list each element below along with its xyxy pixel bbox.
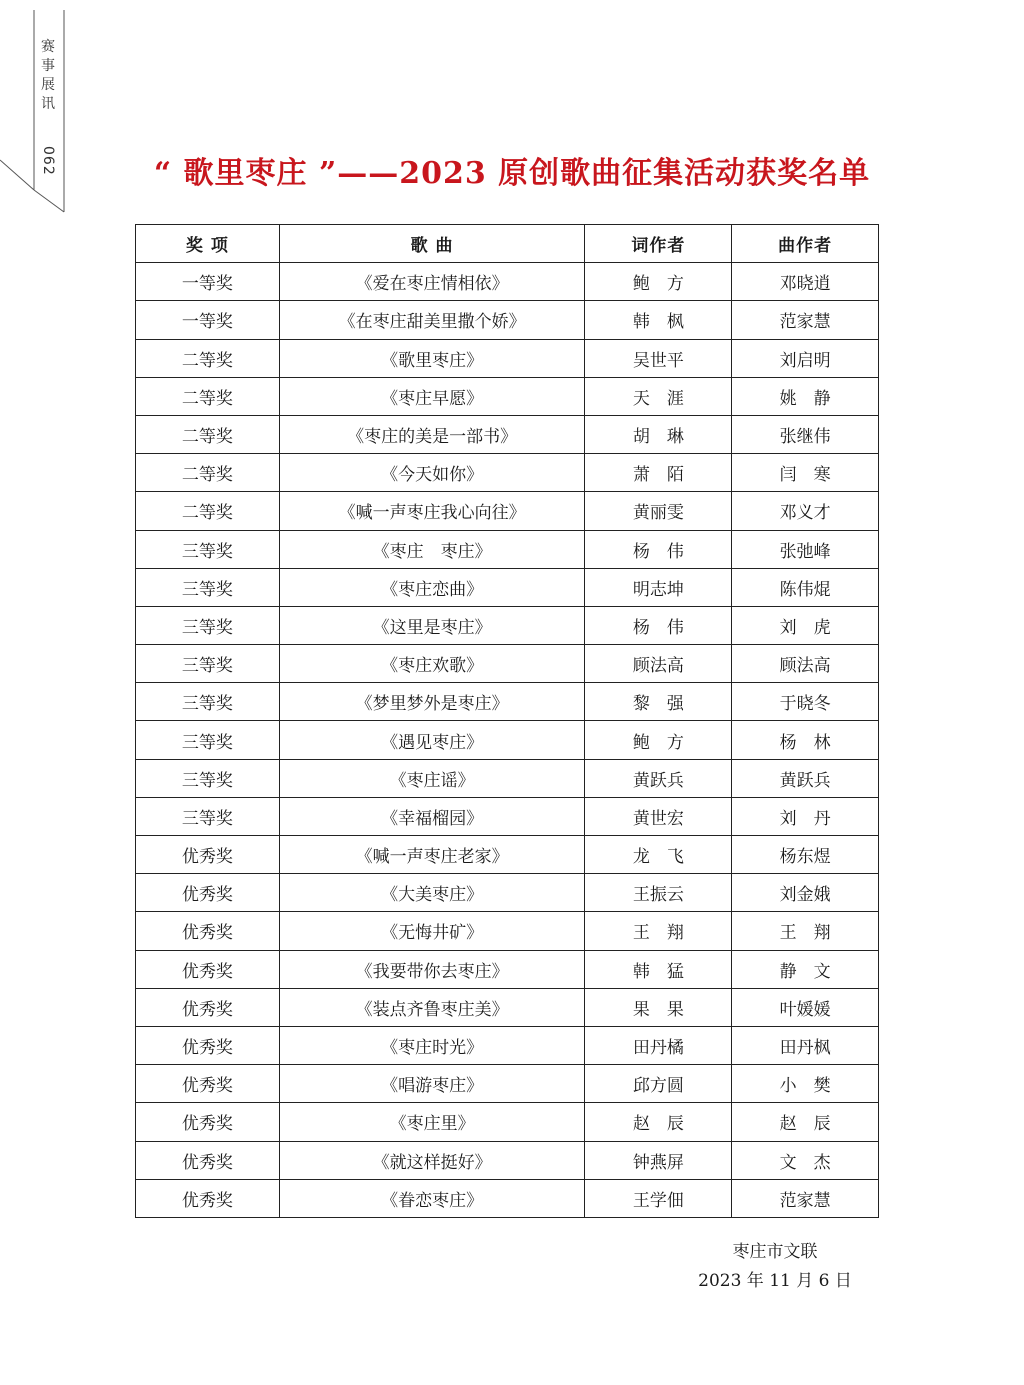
header-award: 奖 项 [136,225,280,263]
award-cell: 优秀奖 [136,988,280,1026]
table-row [136,339,879,377]
table-row [136,1103,879,1141]
footer-organization: 枣庄市文联 [732,1242,818,1262]
lyricist-cell: 顾法高 [585,645,732,683]
award-cell: 优秀奖 [136,1141,280,1179]
award-cell: 二等奖 [136,415,280,453]
song-cell: 《枣庄里》 [279,1103,585,1141]
award-cell: 二等奖 [136,377,280,415]
table-row [136,454,879,492]
table-row [136,759,879,797]
song-cell: 《枣庄欢歌》 [279,645,585,683]
lyricist-cell: 王学佃 [585,1179,732,1217]
page-number: 062 [40,146,56,176]
footer-date: 2023 年 11 月 6 日 [698,1271,852,1291]
composer-cell: 张弛峰 [732,530,879,568]
composer-cell: 邓晓逍 [732,263,879,301]
composer-cell: 刘启明 [732,339,879,377]
award-cell: 二等奖 [136,454,280,492]
page-title: “ 歌里枣庄 ”——2023 原创歌曲征集活动获奖名单 [153,156,871,191]
table-row [136,950,879,988]
award-cell: 优秀奖 [136,874,280,912]
composer-cell: 范家慧 [732,301,879,339]
lyricist-cell: 赵 辰 [585,1103,732,1141]
table-body [136,263,879,1218]
table-row [136,263,879,301]
song-cell: 《唱游枣庄》 [279,1065,585,1103]
composer-cell: 陈伟焜 [732,568,879,606]
award-cell: 优秀奖 [136,912,280,950]
song-cell: 《爱在枣庄情相依》 [279,263,585,301]
song-cell: 《梦里梦外是枣庄》 [279,683,585,721]
award-cell: 三等奖 [136,530,280,568]
lyricist-cell: 龙 飞 [585,836,732,874]
award-cell: 二等奖 [136,339,280,377]
awards-table [135,224,879,1218]
song-cell: 《枣庄时光》 [279,1026,585,1064]
lyricist-cell: 田丹橘 [585,1026,732,1064]
lyricist-cell: 胡 琳 [585,415,732,453]
composer-cell: 黄跃兵 [732,759,879,797]
lyricist-cell: 韩 猛 [585,950,732,988]
section-label: 赛事展讯 [41,39,55,112]
composer-cell: 小 樊 [732,1065,879,1103]
award-cell: 优秀奖 [136,1179,280,1217]
composer-cell: 田丹枫 [732,1026,879,1064]
award-cell: 优秀奖 [136,1103,280,1141]
table-row [136,797,879,835]
song-cell: 《枣庄早愿》 [279,377,585,415]
composer-cell: 杨 林 [732,721,879,759]
lyricist-cell: 天 涯 [585,377,732,415]
composer-cell: 刘 虎 [732,606,879,644]
table-row [136,530,879,568]
award-cell: 优秀奖 [136,950,280,988]
table-row [136,988,879,1026]
header-lyricist: 词作者 [585,225,732,263]
composer-cell: 杨东煜 [732,836,879,874]
lyricist-cell: 黄世宏 [585,797,732,835]
composer-cell: 张继伟 [732,415,879,453]
award-cell: 一等奖 [136,263,280,301]
song-cell: 《歌里枣庄》 [279,339,585,377]
lyricist-cell: 邱方圆 [585,1065,732,1103]
song-cell: 《喊一声枣庄老家》 [279,836,585,874]
lyricist-cell: 韩 枫 [585,301,732,339]
song-cell: 《枣庄 枣庄》 [279,530,585,568]
table-row [136,912,879,950]
song-cell: 《枣庄的美是一部书》 [279,415,585,453]
composer-cell: 赵 辰 [732,1103,879,1141]
composer-cell: 刘 丹 [732,797,879,835]
lyricist-cell: 杨 伟 [585,530,732,568]
lyricist-cell: 吴世平 [585,339,732,377]
composer-cell: 文 杰 [732,1141,879,1179]
song-cell: 《今天如你》 [279,454,585,492]
composer-cell: 邓义才 [732,492,879,530]
award-cell: 三等奖 [136,797,280,835]
table-row [136,683,879,721]
lyricist-cell: 黄丽雯 [585,492,732,530]
table-row [136,415,879,453]
award-cell: 三等奖 [136,606,280,644]
song-cell: 《幸福榴园》 [279,797,585,835]
lyricist-cell: 鲍 方 [585,721,732,759]
song-cell: 《眷恋枣庄》 [279,1179,585,1217]
table-row [136,1179,879,1217]
composer-cell: 顾法高 [732,645,879,683]
table-row [136,721,879,759]
lyricist-cell: 鲍 方 [585,263,732,301]
lyricist-cell: 杨 伟 [585,606,732,644]
lyricist-cell: 黄跃兵 [585,759,732,797]
table-row [136,1026,879,1064]
composer-cell: 姚 静 [732,377,879,415]
award-cell: 二等奖 [136,492,280,530]
song-cell: 《枣庄恋曲》 [279,568,585,606]
song-cell: 《我要带你去枣庄》 [279,950,585,988]
composer-cell: 王 翔 [732,912,879,950]
table-header-row [136,225,879,263]
composer-cell: 于晓冬 [732,683,879,721]
award-cell: 三等奖 [136,683,280,721]
song-cell: 《装点齐鲁枣庄美》 [279,988,585,1026]
table-row [136,645,879,683]
table-row [136,492,879,530]
lyricist-cell: 萧 陌 [585,454,732,492]
song-cell: 《枣庄谣》 [279,759,585,797]
award-cell: 一等奖 [136,301,280,339]
table-row [136,377,879,415]
song-cell: 《在枣庄甜美里撒个娇》 [279,301,585,339]
award-cell: 三等奖 [136,721,280,759]
song-cell: 《遇见枣庄》 [279,721,585,759]
award-cell: 三等奖 [136,568,280,606]
song-cell: 《这里是枣庄》 [279,606,585,644]
table-row [136,606,879,644]
lyricist-cell: 钟燕屏 [585,1141,732,1179]
composer-cell: 闫 寒 [732,454,879,492]
award-cell: 三等奖 [136,645,280,683]
table-row [136,836,879,874]
lyricist-cell: 果 果 [585,988,732,1026]
award-cell: 优秀奖 [136,1026,280,1064]
table-row [136,1065,879,1103]
award-cell: 三等奖 [136,759,280,797]
song-cell: 《大美枣庄》 [279,874,585,912]
table-row [136,568,879,606]
song-cell: 《无悔井矿》 [279,912,585,950]
lyricist-cell: 王 翔 [585,912,732,950]
song-cell: 《就这样挺好》 [279,1141,585,1179]
lyricist-cell: 王振云 [585,874,732,912]
award-cell: 优秀奖 [136,1065,280,1103]
table-row [136,301,879,339]
table-row [136,1141,879,1179]
table-row [136,874,879,912]
header-composer: 曲作者 [732,225,879,263]
composer-cell: 静 文 [732,950,879,988]
composer-cell: 范家慧 [732,1179,879,1217]
award-cell: 优秀奖 [136,836,280,874]
lyricist-cell: 明志坤 [585,568,732,606]
song-cell: 《喊一声枣庄我心向往》 [279,492,585,530]
composer-cell: 刘金娥 [732,874,879,912]
composer-cell: 叶媛媛 [732,988,879,1026]
header-song: 歌 曲 [279,225,585,263]
lyricist-cell: 黎 强 [585,683,732,721]
